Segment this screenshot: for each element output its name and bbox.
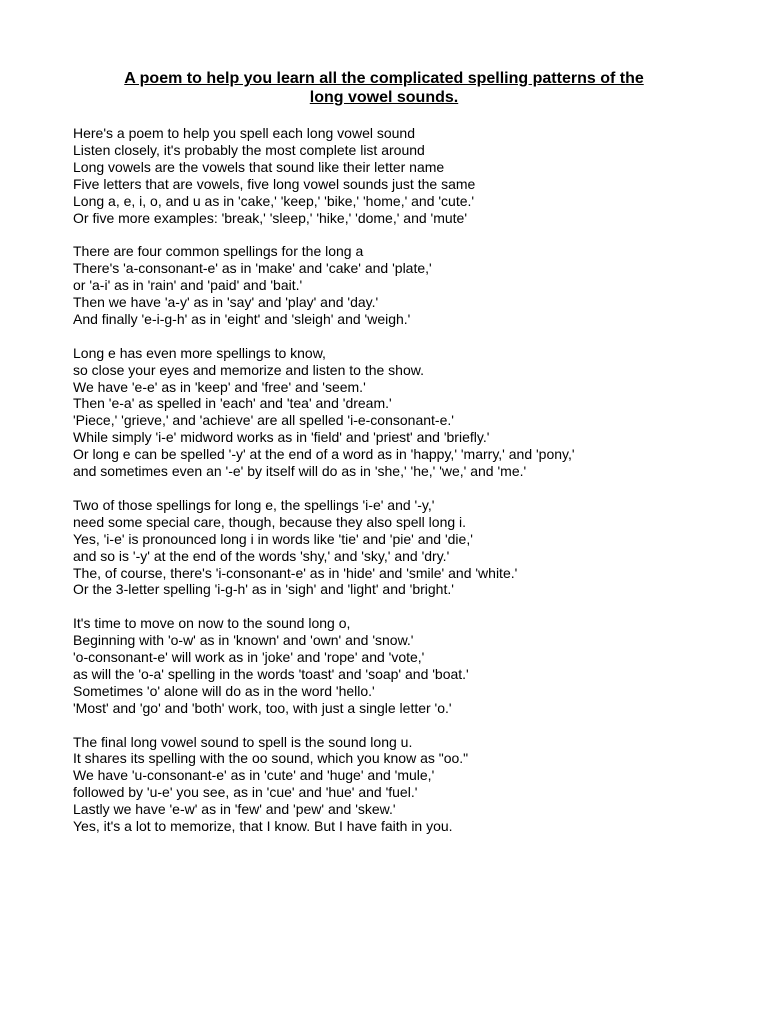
poem-body [73,125,753,852]
poem-line: Long vowels are the vowels that sound like their letter name [73,158,445,175]
poem-line: Then we have 'a-y' as in 'say' and 'play' and 'day.' [73,294,379,311]
poem-line: There are four common spellings for the long a [73,243,364,260]
poem-line: Two of those spellings for long e, the spellings 'i-e' and '-y,' [73,496,435,513]
poem-line: Five letters that are vowels, five long vowel sounds just the same [73,175,476,192]
poem-line: We have 'e-e' as in 'keep' and 'free' and 'seem.' [73,378,366,395]
poem-line: so close your eyes and memorize and listen to the show. [73,361,424,378]
poem-line: need some special care, though, because they also spell long i. [73,513,467,530]
poem-line: It shares its spelling with the oo sound, which you know as "oo." [73,750,469,767]
stanza-5 [73,615,753,716]
poem-line: It's time to move on now to the sound long o, [73,615,351,632]
poem-line: Here's a poem to help you spell each long vowel sound [73,125,415,141]
poem-line: and so is '-y' at the end of the words 'shy,' and 'sky,' and 'dry.' [73,547,450,564]
poem-line: We have 'u-consonant-e' as in 'cute' and 'huge' and 'mule,' [73,767,435,784]
poem-line: Beginning with 'o-w' as in 'known' and 'own' and 'snow.' [73,632,414,649]
stanza-6 [73,734,753,835]
poem-line: Yes, 'i-e' is pronounced long i in words like 'tie' and 'pie' and 'die,' [73,530,473,547]
poem-line: Yes, it's a lot to memorize, that I know. But I have faith in you. [73,818,453,835]
poem-line: Lastly we have 'e-w' as in 'few' and 'pew' and 'skew.' [73,801,396,818]
poem-line: There's 'a-consonant-e' as in 'make' and 'cake' and 'plate,' [73,260,432,277]
poem-line: The final long vowel sound to spell is the sound long u. [73,733,413,750]
poem-line: followed by 'u-e' you see, as in 'cue' and 'hue' and 'fuel.' [73,784,418,801]
poem-line: The, of course, there's 'i-consonant-e' as in 'hide' and 'smile' and 'white.' [73,564,518,581]
poem-line: Listen closely, it's probably the most complete list around [73,141,425,158]
stanza-4 [73,497,753,598]
poem-line: Or the 3-letter spelling 'i-g-h' as in 'sigh' and 'light' and 'bright.' [73,581,454,598]
poem-line: Or long e can be spelled '-y' at the end of a word as in 'happy,' 'marry,' and 'pony,' [73,446,575,463]
poem-line: or 'a-i' as in 'rain' and 'paid' and 'bait.' [73,277,303,294]
poem-line: 'o-consonant-e' will work as in 'joke' and 'rope' and 'vote,' [73,649,425,666]
poem-line: as will the 'o-a' spelling in the words 'toast' and 'soap' and 'boat.' [73,665,469,682]
poem-title [60,69,708,107]
poem-line: And finally 'e-i-g-h' as in 'eight' and 'sleigh' and 'weigh.' [73,310,411,327]
stanza-3 [73,345,753,480]
poem-title-line-2: long vowel sounds. [309,89,459,106]
stanza-1 [73,125,753,226]
poem-line: Sometimes 'o' alone will do as in the word 'hello.' [73,682,375,699]
poem-line: and sometimes even an '-e' by itself will do as in 'she,' 'he,' 'we,' and 'me.' [73,463,527,480]
poem-line: Then 'e-a' as spelled in 'each' and 'tea' and 'dream.' [73,395,392,412]
poem-line: 'Most' and 'go' and 'both' work, too, with just a single letter 'o.' [73,699,452,716]
poem-line: Or five more examples: 'break,' 'sleep,' 'hike,' 'dome,' and 'mute' [73,209,468,226]
poem-line: While simply 'i-e' midword works as in 'field' and 'priest' and 'briefly.' [73,429,490,446]
poem-line: Long e has even more spellings to know, [73,344,326,361]
stanza-2 [73,243,753,328]
poem-line: 'Piece,' 'grieve,' and 'achieve' are all spelled 'i-e-consonant-e.' [73,412,454,429]
poem-title-line-1: A poem to help you learn all the complicated spelling patterns of the [124,70,644,87]
poem-line: Long a, e, i, o, and u as in 'cake,' 'keep,' 'bike,' 'home,' and 'cute.' [73,192,475,209]
